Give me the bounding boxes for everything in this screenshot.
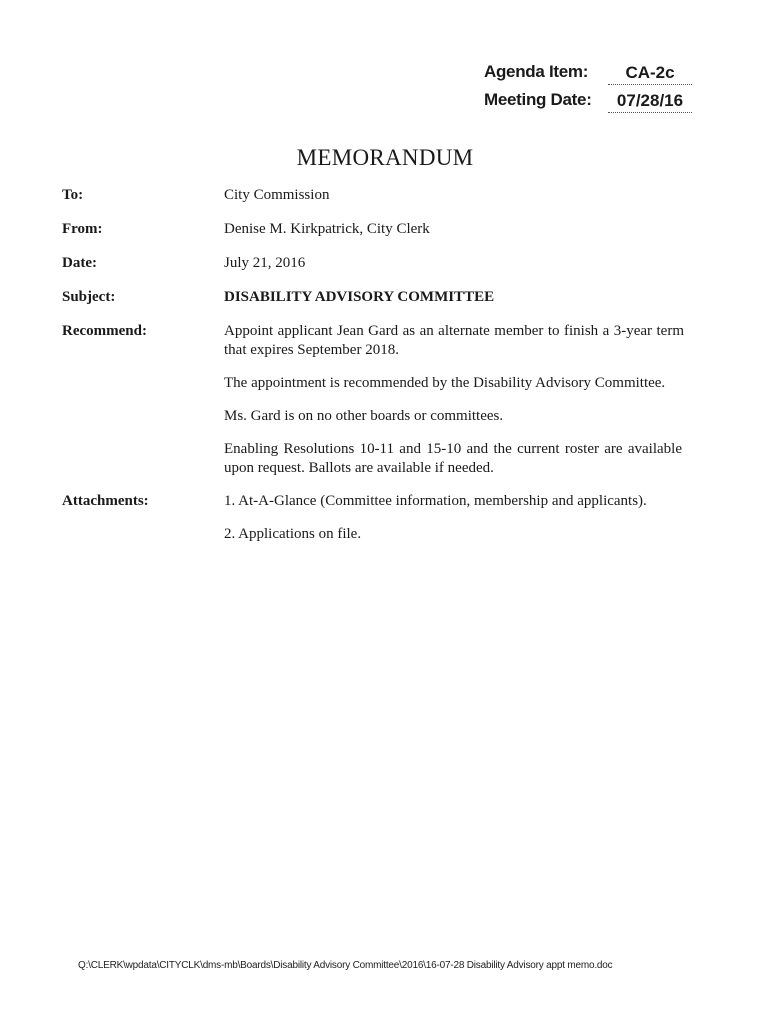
- agenda-block: [484, 62, 694, 118]
- meeting-date-label: Meeting Date:: [484, 90, 592, 109]
- date-value: July 21, 2016: [224, 255, 306, 271]
- attachment-item-1: 1. At-A-Glance (Committee information, membership and applicants).: [224, 493, 647, 509]
- agenda-item-value: CA-2c: [608, 62, 692, 85]
- attachment-item-2: 2. Applications on file.: [224, 526, 362, 542]
- agenda-item-label: Agenda Item:: [484, 62, 589, 81]
- meeting-date-row: [484, 90, 694, 118]
- to-label: To:: [62, 187, 84, 203]
- attachments-label: Attachments:: [62, 493, 149, 509]
- recommend-value: Appoint applicant Jean Gard as an alternate member to finish a 3-year term that expires September 2018.: [224, 323, 684, 358]
- paragraph-recommendation: The appointment is recommended by the Disability Advisory Committee.: [224, 375, 666, 391]
- meeting-date-value: 07/28/16: [608, 90, 692, 113]
- recommend-label: Recommend:: [62, 323, 147, 339]
- date-label: Date:: [62, 255, 97, 271]
- memo-title: MEMORANDUM: [296, 145, 474, 170]
- from-label: From:: [62, 221, 103, 237]
- from-value: Denise M. Kirkpatrick, City Clerk: [224, 221, 430, 237]
- agenda-item-row: [484, 62, 694, 90]
- paragraph-other-boards: Ms. Gard is on no other boards or committees.: [224, 408, 504, 424]
- subject-label: Subject:: [62, 289, 116, 305]
- subject-value: DISABILITY ADVISORY COMMITTEE: [224, 289, 495, 305]
- file-path-footer: Q:\CLERK\wpdata\CITYCLK\dms-mb\Boards\Disability Advisory Committee\2016\16-07-28 Disability Advisory appt memo.doc: [78, 960, 613, 971]
- to-value: City Commission: [224, 187, 330, 203]
- paragraph-resolutions: Enabling Resolutions 10-11 and 15-10 and the current roster are available upon request. Ballots are available if needed.: [224, 441, 682, 476]
